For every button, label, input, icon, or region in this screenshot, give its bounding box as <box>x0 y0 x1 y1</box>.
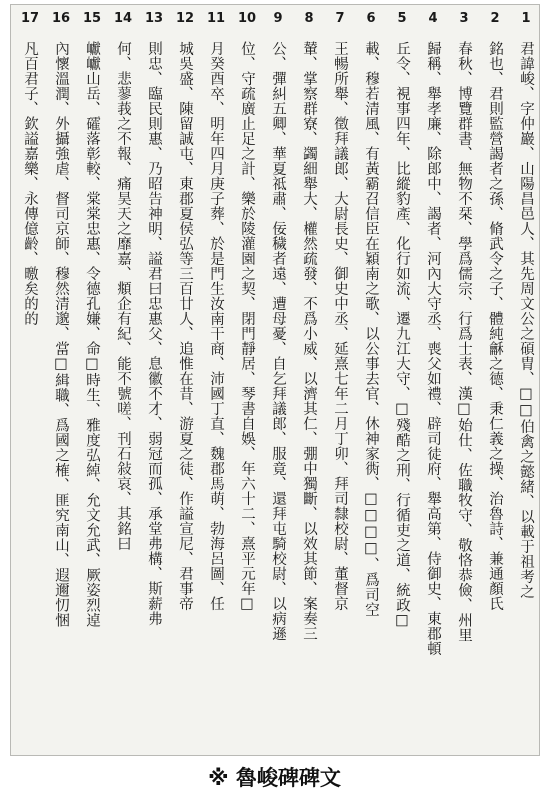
column-text: 君諱峻、字仲巖、山陽昌邑人、其先周文公之碩胄、□□伯禽之懿緒、以載于祖考之 <box>518 41 534 599</box>
column-text: 位、守疏廣止足之計、樂於陵灌園之契、閉門靜居、琴書自娛、年六十二、熹平元年□ <box>239 41 255 613</box>
column-number: 2 <box>490 11 500 26</box>
text-column <box>452 11 476 751</box>
column-number: 6 <box>366 11 376 26</box>
column-number: 7 <box>335 11 345 26</box>
text-column <box>80 11 104 751</box>
text-column <box>297 11 321 751</box>
caption: ※ 魯峻碑碑文 <box>208 766 341 790</box>
column-number: 15 <box>82 11 102 26</box>
column-number: 8 <box>304 11 314 26</box>
column-number: 9 <box>273 11 283 26</box>
column-text: 銘也、君則監營謁者之孫、脩武令之子、體純龢之德、秉仁義之操、治魯詩、兼通顏氏 <box>487 41 503 611</box>
text-column <box>328 11 352 751</box>
column-number: 12 <box>175 11 195 26</box>
column-text: 歸稱、舉孝廉、除郎中、謁者、河內大守丞、喪父如禮、辟司徒府、舉高第、侍御史、東郡頓 <box>425 41 441 656</box>
column-text: 月癸酉卒、明年四月庚子葬、於是門生汝南干商、沛國丁直、魏郡馬萌、勃海呂圖、任 <box>208 41 224 611</box>
column-text: 內懷溫潤、外攝強虐、督司京師、穆然清邈、當□緝職、爲國之榷、匪究南山、遐邇忉悃 <box>53 41 69 628</box>
text-column <box>142 11 166 751</box>
column-text: 巘巘山岳、礭落彰較、棠棠忠惠、令德孔嫌、命□時生、雅度弘綽、允文允武、厥姿烈逴 <box>84 41 100 628</box>
text-column <box>235 11 259 751</box>
column-number: 10 <box>237 11 257 26</box>
text-column <box>111 11 135 751</box>
column-text: 何、悲蓼莪之不報、痛昊天之靡嘉、頫企有紀、能不號嗟、刊石敍哀、其銘曰 <box>115 41 131 551</box>
column-number: 11 <box>206 11 226 26</box>
text-column <box>514 11 538 751</box>
column-text: 城吳盛、陳留誠屯、東郡夏侯弘等三百廿人、追惟在昔、游夏之徒、作謚宣尼、君事帝 <box>177 41 193 611</box>
text-column <box>483 11 507 751</box>
text-column <box>421 11 445 751</box>
column-number: 4 <box>428 11 438 26</box>
inscription-sheet <box>10 4 540 756</box>
text-column <box>390 11 414 751</box>
column-text: 輦、掌察群寮、蠲細舉大、權然疏發、不爲小威、以濟其仁、弸中獨斷、以效其節、案奏三 <box>301 41 317 641</box>
column-number: 1 <box>521 11 531 26</box>
column-text: 春秋、博覽群書、無物不栞、學爲儒宗、行爲士表、漢□始仕、佐職牧守、敬恪恭儉、州里 <box>456 41 472 643</box>
text-column <box>359 11 383 751</box>
text-column <box>18 11 42 751</box>
text-column <box>49 11 73 751</box>
text-column <box>266 11 290 751</box>
column-text: 凡百君子、欽謚嘉樂、永傳億齡、曒矣的的 <box>22 41 38 326</box>
column-number: 17 <box>20 11 40 26</box>
text-column <box>204 11 228 751</box>
column-number: 16 <box>51 11 71 26</box>
column-text: 載、穆若清風、有黃霸召信臣在穎南之歌、以公事去官、休神家衖、□□□□、爲司空 <box>363 41 379 617</box>
column-number: 13 <box>144 11 164 26</box>
column-text: 則忠、臨民則惠、乃昭告神明、謚君曰忠惠父、息徽不才、弱冠而孤、承堂弗構、斯薪弗 <box>146 41 162 626</box>
column-text: 王暢所舉、徵拜議郎、大尉長史、御史中丞、延熹七年二月丁卯、拜司隸校尉、董督京 <box>332 41 348 611</box>
column-number: 14 <box>113 11 133 26</box>
text-column <box>173 11 197 751</box>
column-text: 公、彈糾五卿、華夏祗肅、佞穢者遠、遭母憂、自乞拜議郎、服竟、還拜屯騎校尉、以病遜 <box>270 41 286 641</box>
column-text: 丘令、視事四年、比縱豹產、化行如流、遷九江大守、□殘酷之刑、行循吏之道、統政□ <box>394 41 410 629</box>
column-number: 3 <box>459 11 469 26</box>
column-number: 5 <box>397 11 407 26</box>
